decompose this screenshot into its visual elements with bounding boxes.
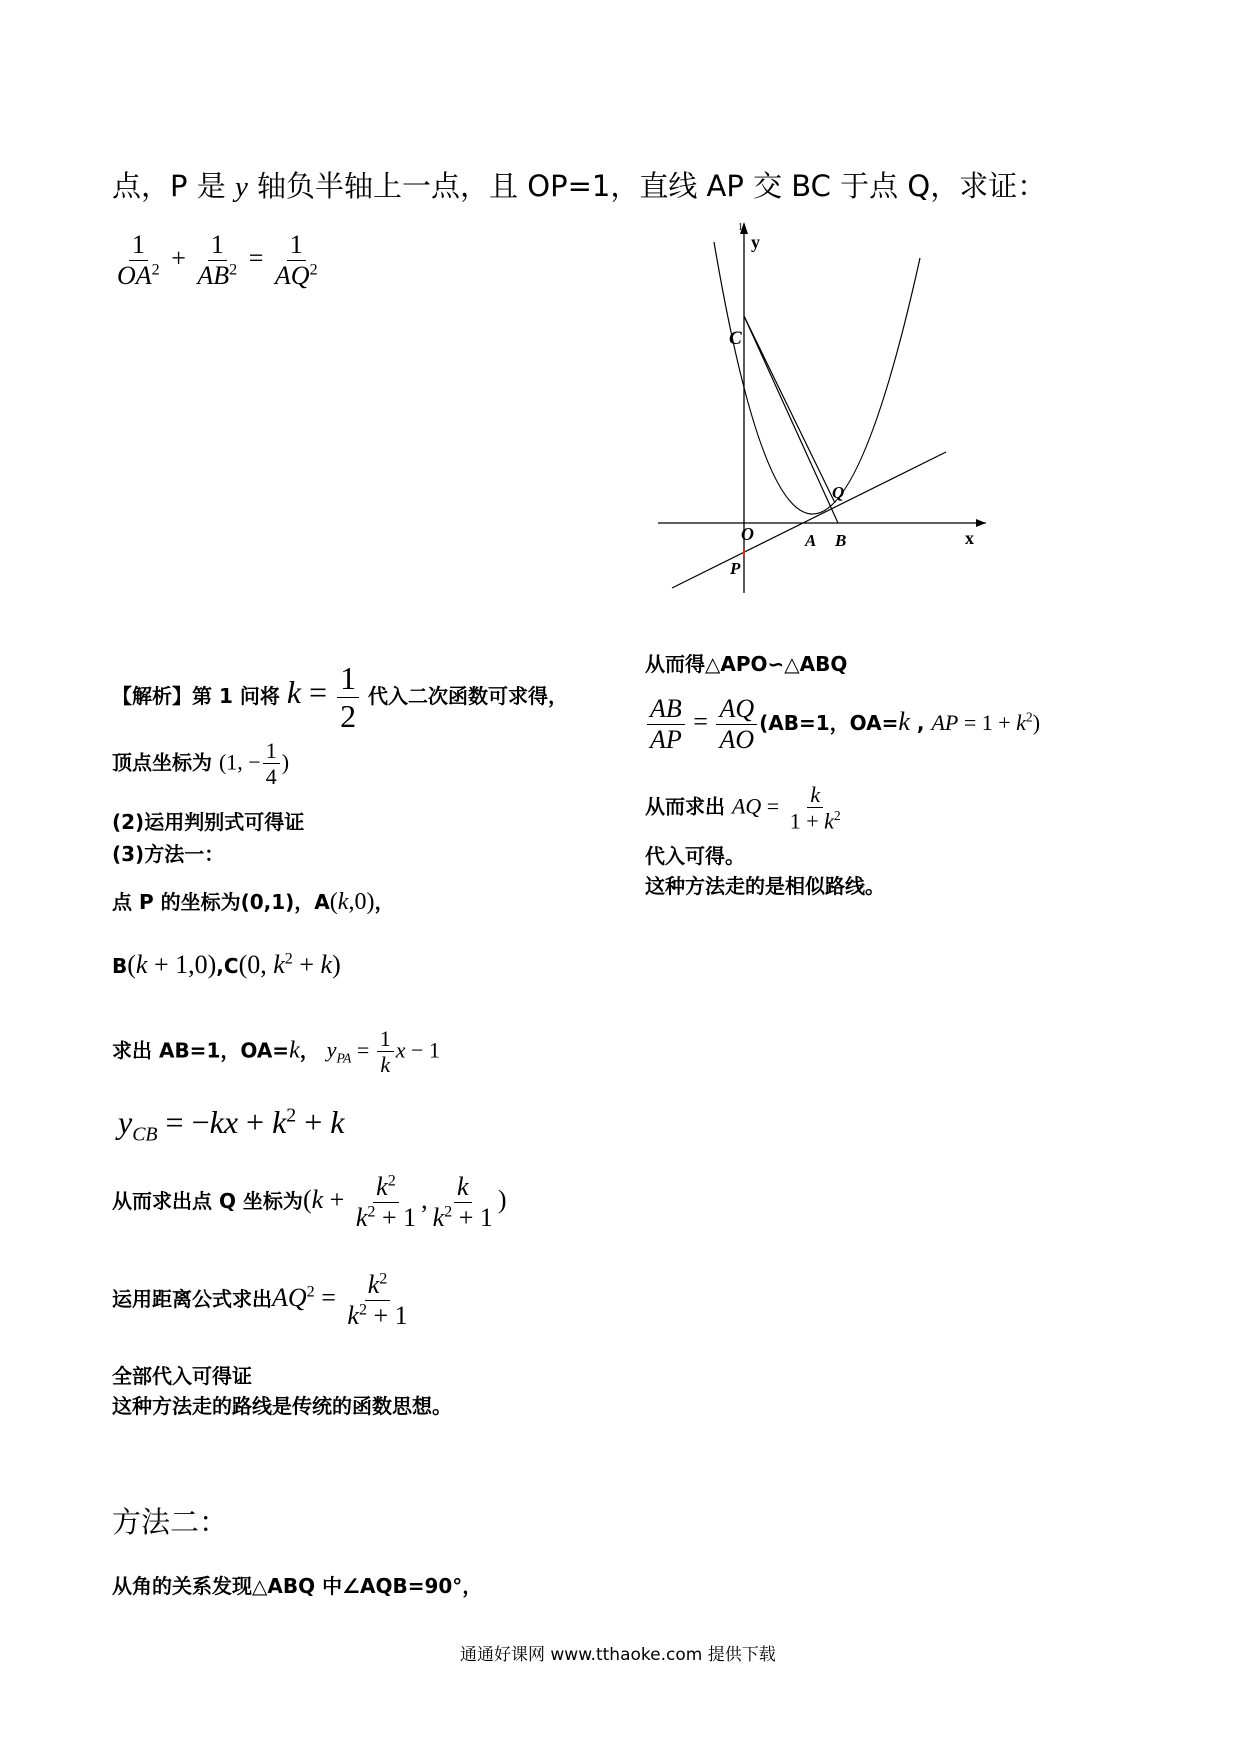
vertex-line: 顶点坐标为 (1, − $\frac{1}{4}$ ) [112,738,290,790]
ratio-paren: (AB=1，OA= [759,710,899,735]
line-CB [744,316,838,523]
jiexi-line: 【解析】第 1 问将 k = $\frac{1}{2}$ 代入二次函数可求得， [112,660,569,734]
parabola-figure [650,218,990,598]
label-y: y [751,232,760,252]
footer-text: 通通好课网 www.tthaoke.com 提供下载 [460,1645,776,1665]
problem-text-a: 点，P 是 [112,169,235,203]
pointP-line: 点 P 的坐标为(0,1)，A(k,0)， [112,889,395,915]
right-summary: 这种方法走的是相似路线。 [645,874,885,898]
from-AQ-line: 从而求出 AQ = $\frac{k}{1 + k^2}$ [645,782,841,834]
label-A: A [805,531,817,550]
qiuchu-text: 求出 AB=1，OA= [112,1038,290,1063]
line-AP [672,452,946,588]
part2-line: (2)运用判别式可得证 [112,810,305,834]
jiexi-suffix: 代入二次函数可求得， [361,683,569,708]
method2-title: 方法二： [112,1505,229,1539]
label-top: 1 [738,222,743,233]
problem-text-b: 轴负半轴上一点，且 OP=1，直线 AP 交 BC 于点 Q，求证： [247,169,1047,203]
from-AQ-text: 从而求出 [645,794,732,819]
yCB-equation: $y_{CB} = -kx + k^2 + k$ [118,1104,345,1146]
similar-line: 从而得△APO∽△ABQ [645,652,848,676]
BC-line: B(k + 1,0),C(0, $k^2 + k$) [112,950,341,979]
label-O: O [741,524,754,544]
method2-line: 从角的关系发现△ABQ 中∠AQB=90°， [112,1574,483,1598]
distance-text: 运用距离公式求出 [112,1286,272,1311]
qiuchu-line: 求出 AB=1，OA=k， $y_{PA}$ = $\frac{1}{k}$ x − 1 [112,1026,440,1078]
label-C: C [729,328,742,349]
jiexi-prefix: 【解析】第 1 问将 [112,683,287,708]
pointP-text: 点 P 的坐标为(0,1)，A [112,890,330,914]
label-P: P [730,559,741,578]
vertex-text: 顶点坐标为 [112,750,219,775]
all-substitute-line: 全部代入可得证 [112,1364,252,1388]
problem-line [112,164,1046,205]
line-CQ [744,316,835,503]
x-axis-arrow [976,519,986,527]
label-x: x [965,528,974,548]
method1-summary: 这种方法走的路线是传统的函数思想。 [112,1394,452,1418]
daiRu-line: 代入可得。 [645,844,745,868]
distance-line: 运用距离公式求出$AQ^2$ = $\frac{k^2}{k^2 + 1}$ [112,1270,408,1330]
prove-equation: $\frac{1}{OA^2}$ + $\frac{1}{AB^2}$ = $\frac{1}{AQ^2}$ [117,230,318,290]
from-Q-text: 从而求出点 Q 坐标为 [112,1188,303,1213]
part3-line: (3)方法一： [112,842,225,866]
pointQ-line: 从而求出点 Q 坐标为(k + $\frac{k^2}{k^2 + 1}$ , $\frac{k}{k^2 + 1}$ ) [112,1172,507,1232]
label-Q: Q [832,483,845,502]
problem-y-var: y [234,171,248,203]
ratio-line: $\frac{AB}{AP}$ = $\frac{AQ}{AO}$ (AB=1，OA=k , AP = $1 + k^2$) [645,694,1040,755]
parabola-curve [714,242,920,514]
label-B: B [835,531,847,550]
